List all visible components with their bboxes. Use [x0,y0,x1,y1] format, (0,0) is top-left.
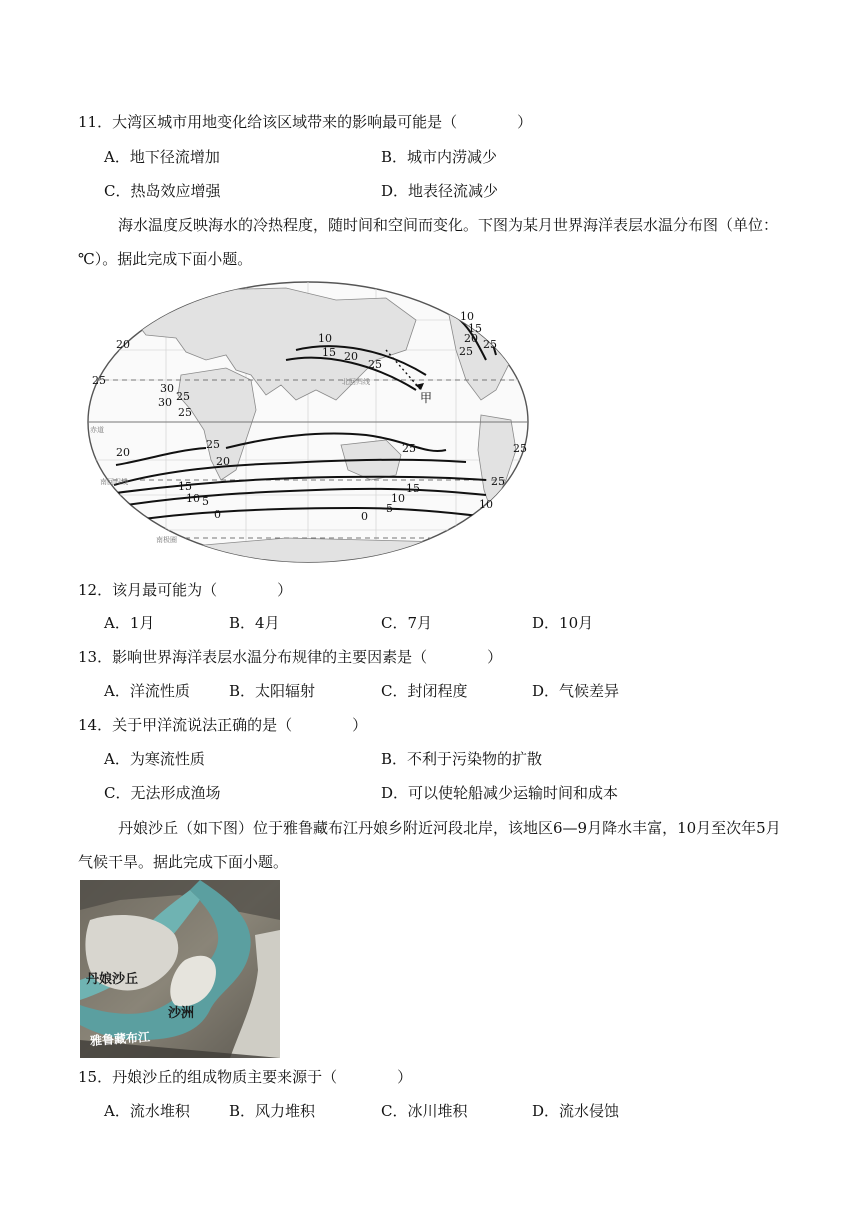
question-11-stem: 11．大湾区城市用地变化给该区域带来的影响最可能是（ ） [78,113,533,131]
isotherm-label: 20 [464,332,478,345]
tropic-of-capricorn-label: 南回归线 [100,478,128,486]
q14-option-d: D．可以使轮船减少运输时间和成本 [381,784,619,802]
isotherm-label: 10 [391,492,405,505]
isotherm-label: 25 [483,338,497,351]
isotherm-label: 25 [178,406,192,419]
isotherm-label: 30 [158,396,172,409]
isotherm-label: 15 [406,482,420,495]
isotherm-label: 20 [116,338,130,351]
antarctic-circle-label: 南极圈 [156,536,177,544]
q14-option-a: A．为寒流性质 [104,750,205,768]
photo-label-dune: 丹娘沙丘 [86,972,139,987]
q13-option-a: A．洋流性质 [104,682,190,700]
isotherm-label: 15 [178,480,192,493]
equator-label: 赤道 [90,426,104,434]
q12-option-d: D．10月 [532,614,594,632]
q11-option-a: A．地下径流增加 [104,148,220,166]
q12-option-c: C．7月 [381,614,433,632]
isotherm-label: 20 [216,455,230,468]
q13-option-b: B．太阳辐射 [229,682,316,700]
isotherm-label: 25 [513,442,527,455]
question-14-stem: 14．关于甲洋流说法正确的是（ ） [78,716,368,734]
q14-option-b: B．不利于污染物的扩散 [381,750,543,768]
isotherm-label: 30 [160,382,174,395]
q15-option-b: B．风力堆积 [229,1102,316,1120]
q15-option-c: C．冰川堆积 [381,1102,468,1120]
tropic-of-cancer-label: 北回归线 [342,378,370,386]
q11-option-c: C．热岛效应增强 [104,182,221,200]
isotherm-label: 25 [176,390,190,403]
isotherm-label: 25 [92,374,106,387]
q13-option-d: D．气候差异 [532,682,620,700]
q11-option-d: D．地表径流减少 [381,182,499,200]
isotherm-label: 0 [214,508,221,521]
q13-option-c: C．封闭程度 [381,682,468,700]
intro-paragraph-ocean-temperature: 海水温度反映海水的冷热程度，随时间和空间而变化。下图为某月世界海洋表层水温分布图（单位：℃）。据此完成下面小题。 [78,216,779,268]
photo-label-river: 雅鲁藏布江 [89,1029,151,1049]
danniang-dune-satellite-image [80,880,280,1058]
isotherm-label: 25 [491,475,505,488]
isotherm-label: 10 [186,492,200,505]
isotherm-label: 25 [206,438,220,451]
q12-option-b: B．4月 [229,614,280,632]
isotherm-label: 20 [344,350,358,363]
q12-option-a: A．1月 [104,614,155,632]
q14-option-c: C．无法形成渔场 [104,784,221,802]
question-12-stem: 12．该月最可能为（ ） [78,581,293,599]
world-map-figure [86,280,530,564]
isotherm-label: 10 [460,310,474,323]
intro-paragraph-danniang-dune: 丹娘沙丘（如下图）位于雅鲁藏布江丹娘乡附近河段北岸，该地区6—9月降水丰富，10月至次年5月气候干旱。据此完成下面小题。 [78,819,781,871]
current-jia-label: 甲 [420,391,433,405]
isotherm-label: 0 [361,510,368,523]
question-15-stem: 15．丹娘沙丘的组成物质主要来源于（ ） [78,1068,413,1086]
question-13-stem: 13．影响世界海洋表层水温分布规律的主要因素是（ ） [78,648,503,666]
photo-label-sandbar: 沙洲 [168,1006,195,1021]
isotherm-label: 5 [202,495,209,508]
isotherm-label: 15 [322,346,336,359]
q15-option-a: A．流水堆积 [104,1102,190,1120]
q15-option-d: D．流水侵蚀 [532,1102,620,1120]
isotherm-label: 15 [468,322,482,335]
isotherm-label: 10 [479,498,493,511]
q11-option-b: B．城市内涝减少 [381,148,498,166]
isotherm-label: 25 [368,358,382,371]
sea-surface-temperature-map [86,280,530,564]
isotherm-label: 10 [318,332,332,345]
isotherm-label: 20 [116,446,130,459]
isotherm-label: 25 [402,442,416,455]
isotherm-label: 5 [386,502,393,515]
isotherm-label: 25 [459,345,473,358]
